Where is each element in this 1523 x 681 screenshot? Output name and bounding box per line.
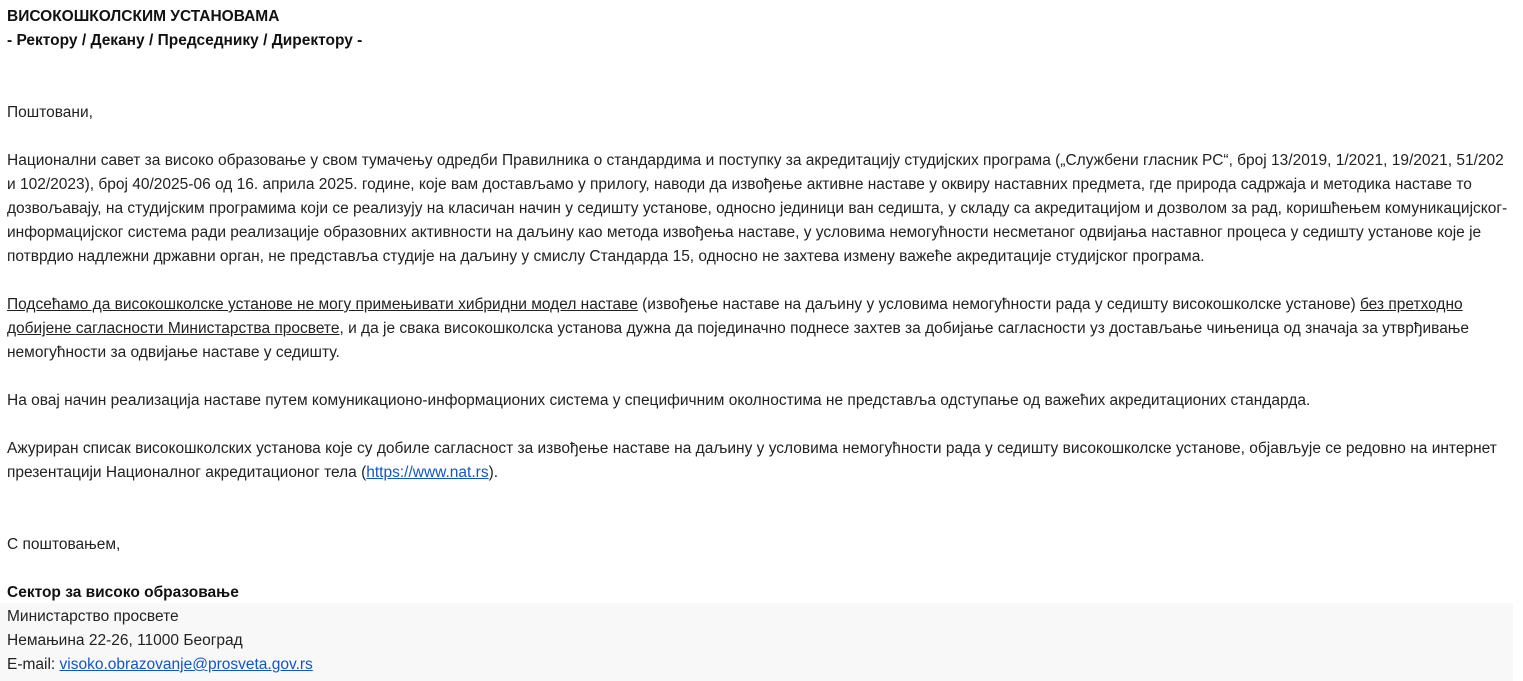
paragraph-list: [7, 437, 1513, 485]
email-link[interactable]: visoko.obrazovanje@prosveta.gov.rs: [59, 656, 313, 673]
underlined-consent: без претходно добијене сагласности Министарства просвете: [7, 296, 1463, 337]
signature-department: Сектор за високо образовање: [7, 584, 239, 601]
spacer: [7, 365, 1513, 389]
spacer: [7, 413, 1513, 437]
nat-website-link[interactable]: https://www.nat.rs: [366, 464, 489, 481]
spacer: [7, 125, 1513, 149]
signature-address: Немањина 22-26, 11000 Београд: [7, 632, 243, 649]
spacer: [7, 485, 1513, 533]
paragraph-interpretation: Национални савет за високо образовање у свом тумачењу одредби Правилника о стандардима и поступку за акредитацију студијских програма („Службени гласник РС“, број 13/2019, 1/2021, 19/2021, 51/202 и 102/2023), број 40/2025-06 од 16. априла 2025. године, које вам достављамо у прилогу, наводи да извођење активне наставе у оквиру наставних предмета, где природа садржаја и методика наставе то дозвољавају, на студијским програмима који се реализују на класичан начин у седишту установе, односно јединици ван седишта, у складу са акредитацијом и дозволом за рад, коришћењем комуникацијског-информацијског система ради реализације образовних активности на даљину као метода извођења наставе, у условима немогућности несметаног одвијања наставног процеса у седишту установе које је потврдио надлежни државни орган, не представља студије на даљину у смислу Стандарда 15, односно не захтева измену важеће акредитације студијског програма.: [7, 152, 1508, 265]
paragraph-reminder: [7, 293, 1513, 365]
spacer: [7, 269, 1513, 293]
paragraph-standards: На овај начин реализација наставе путем комуникационо-информационих система у специфичним околностима не представља одступање од важећих акредитационих стандарда.: [7, 392, 1311, 409]
reminder-text-end: , и да је свака високошколска установа дужна да појединачно поднесе захтев за добијање сагласности уз достављање чињеница од значаја за утврђивање немогућности за одвијање наставе у седишту.: [7, 320, 1470, 361]
reminder-text: (извођење наставе на даљину у условима немогућности рада у седишту високошколске установе): [637, 296, 1360, 313]
spacer: [7, 557, 1513, 581]
signature-ministry: Министарство просвете: [7, 608, 179, 625]
list-text: Ажуриран списак високошколских установа које су добиле сагласност за извођење наставе на даљину у условима немогућности рада у седишту високошколске установе, објављује се редовно на интернет презентацији Националног акредитационог тела (: [7, 440, 1497, 481]
letter-body: [7, 5, 1513, 677]
recipient-line: ВИСОКОШКОЛСКИМ УСТАНОВАМА: [7, 8, 280, 25]
underlined-reminder: Подсећамо да високошколске установе не могу примењивати хибридни модел наставе: [7, 296, 638, 313]
recipient-subline: - Ректору / Декану / Председнику / Директору -: [7, 32, 363, 49]
greeting: Поштовани,: [7, 104, 93, 121]
closing: С поштовањем,: [7, 536, 121, 553]
signature-email-line: [7, 653, 1513, 677]
list-text-end: ).: [488, 464, 499, 481]
email-label: E-mail:: [7, 656, 60, 673]
spacer: [7, 53, 1513, 101]
